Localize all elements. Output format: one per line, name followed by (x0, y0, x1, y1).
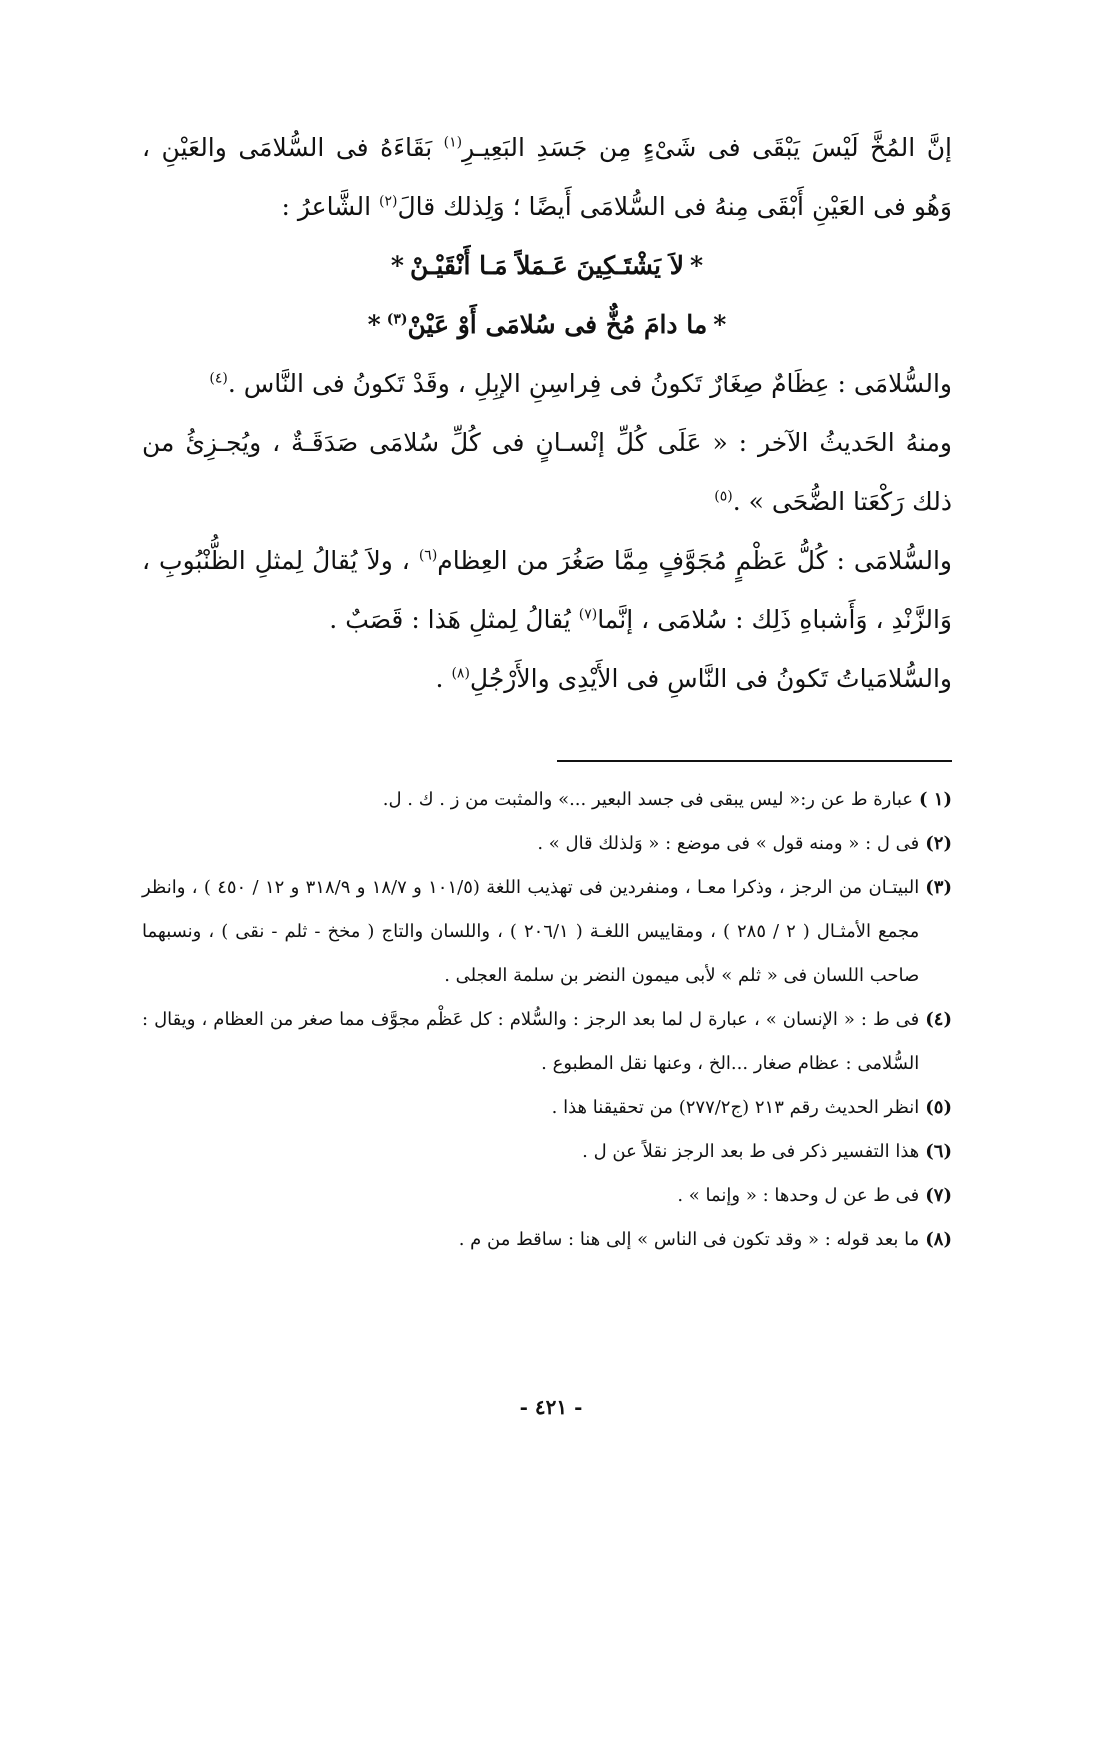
footnote-number: (٨) (925, 1229, 952, 1250)
footnote-number: (٤) (925, 1009, 952, 1030)
footnote-number: (٣) (925, 877, 952, 898)
footnote-text: هذا التفسير ذكر فى ط بعد الرجز نقلاً عن ل . (582, 1141, 920, 1162)
footnote-text: عبارة ط عن ر:« ليس يبقى فى جسد البعير ...» والمثبت من ز . ك . ل. (382, 789, 913, 810)
footnote-ref-3: (٣) (386, 311, 408, 328)
verse-star: * (689, 251, 704, 280)
footnote-ref-2: (٢) (379, 193, 398, 210)
footnote-3 (142, 866, 952, 998)
verse-line-2 (142, 295, 952, 354)
footnote-2 (142, 822, 952, 866)
paragraph-4-part-a: والسُّلامَى : كُلُّ عَظْمٍ مُجَوَّفٍ مِمَّا صَغُرَ من العِظام (437, 546, 952, 575)
verse-2-text: ما دامَ مُخٌّ فى سُلامَى أَوْ عَيْنْ (407, 310, 708, 339)
paragraph-3-text: ومنهُ الحَديثُ الآخر : « عَلَى كُلِّ إنْسـانٍ فى كُلِّ سُلامَى صَدَقَـةٌ ، ويُجـزِئُ من ذلك رَكْعَتا الضُّحَى » . (142, 428, 952, 516)
footnote-number: (٦) (925, 1141, 952, 1162)
footnote-7 (142, 1174, 952, 1218)
paragraph-5 (142, 649, 952, 708)
footnote-divider (557, 760, 952, 762)
paragraph-2-text: والسُّلامَى : عِظَامٌ صِغَارٌ تَكونُ فى فِراسِنِ الإبِلِ ، وقَدْ تَكونُ فى النَّاس . (227, 369, 952, 398)
footnote-number: (٧) (925, 1185, 952, 1206)
footnote-text: البيتـان من الرجز ، وذكرا معـا ، ومنفردين فى تهذيب اللغة (١٠١/٥ و ١٨/٧ و ٣١٨/٩ و ١٢ / ٤٥٠ ) ، وانظر مجمع الأمثـال ( ٢ / ٢٨٥ ) ، ومقاييس اللغـة ( ٢٠٦/١ ) ، واللسان والتاج ( مخخ - ثلم - نقى ) ، ونسبهما صاحب اللسان فى « ثلم » لأبى ميمون النضر بن سلمة العجلى . (142, 877, 920, 986)
verse-star: * (390, 251, 404, 280)
footnote-ref-4: (٤) (209, 370, 228, 387)
paragraph-1-part-b: بَقَاءَهُ فى السُّلامَى والعَيْنِ ، وَهُو فى العَيْنِ أَبْقَى مِنهُ فى السُّلامَى أَيضًا ؛ وَلِذلك قالَ (142, 133, 952, 221)
page-number: - ٤٢١ - (519, 1395, 583, 1419)
footnote-text: انظر الحديث رقم ٢١٣ (ج٢٧٧/٢) من تحقيقنا هذا . (551, 1097, 920, 1118)
footnote-text: فى ل : « ومنه قول » فى موضع : « وَلذلك قال » . (537, 833, 920, 854)
footnote-text: فى ط : « الإنسان » ، عبارة ل لما بعد الرجز : والسُّلام : كل عَظْم مجوَّف مما صغر من العظام ، ويقال : السُّلامى : عظام صغار ...الخ ، وعنها نقل المطبوع . (142, 1009, 920, 1074)
verse-star: * (713, 310, 727, 339)
main-text (142, 118, 952, 708)
paragraph-4-part-b: ، ولاَ يُقالُ لِمثلِ الظُّنْبُوبِ ، وَالزَّنْدِ ، وَأَشباهِ ذَلِك : سُلامَى ، إنَّما (142, 546, 952, 634)
footnote-number: (٥) (925, 1097, 952, 1118)
paragraph-5-text: والسُّلامَياتُ تَكونُ فى النَّاسِ فى الأَيْدِى والأَرْجُلِ (469, 664, 952, 693)
footnote-ref-7: (٧) (578, 606, 598, 623)
paragraph-1 (142, 118, 952, 236)
verse-1-text: لاَ يَشْتَـكِينَ عَـمَلاً مَـا أَنْقَيْـنْ (410, 251, 684, 280)
footnote-4 (142, 998, 952, 1086)
paragraph-1-part-a: إنَّ المُخَّ لَيْسَ يَبْقَى فى شَىْءٍ مِن جَسَدِ البَعِيـرِ (462, 133, 952, 162)
paragraph-1-part-c: الشَّاعرُ : (281, 192, 379, 221)
verse-star: * (367, 310, 381, 339)
footnote-5 (142, 1086, 952, 1130)
footnote-ref-8: (٨) (451, 665, 470, 682)
paragraph-5-end: . (435, 664, 452, 693)
footnotes (142, 778, 952, 1262)
paragraph-4-part-c: يُقالُ لِمثلِ هَذا : قَصَبٌ . (329, 605, 579, 634)
verse-line-1 (142, 236, 952, 295)
paragraph-4 (142, 531, 952, 649)
footnote-ref-1: (١) (443, 134, 463, 151)
footnote-number: (١ ) (919, 789, 952, 810)
paragraph-3 (142, 413, 952, 531)
paragraph-2 (142, 354, 952, 413)
footnote-number: (٢) (925, 833, 952, 854)
footnote-1 (142, 778, 952, 822)
footnote-6 (142, 1130, 952, 1174)
footnote-8 (142, 1218, 952, 1262)
footnote-text: ما بعد قوله : « وقد تكون فى الناس » إلى هنا : ساقط من م . (458, 1229, 920, 1250)
footnote-ref-5: (٥) (714, 488, 733, 505)
footnote-ref-6: (٦) (418, 547, 438, 564)
footnote-text: فى ط عن ل وحدها : « وإنما » . (677, 1185, 920, 1206)
